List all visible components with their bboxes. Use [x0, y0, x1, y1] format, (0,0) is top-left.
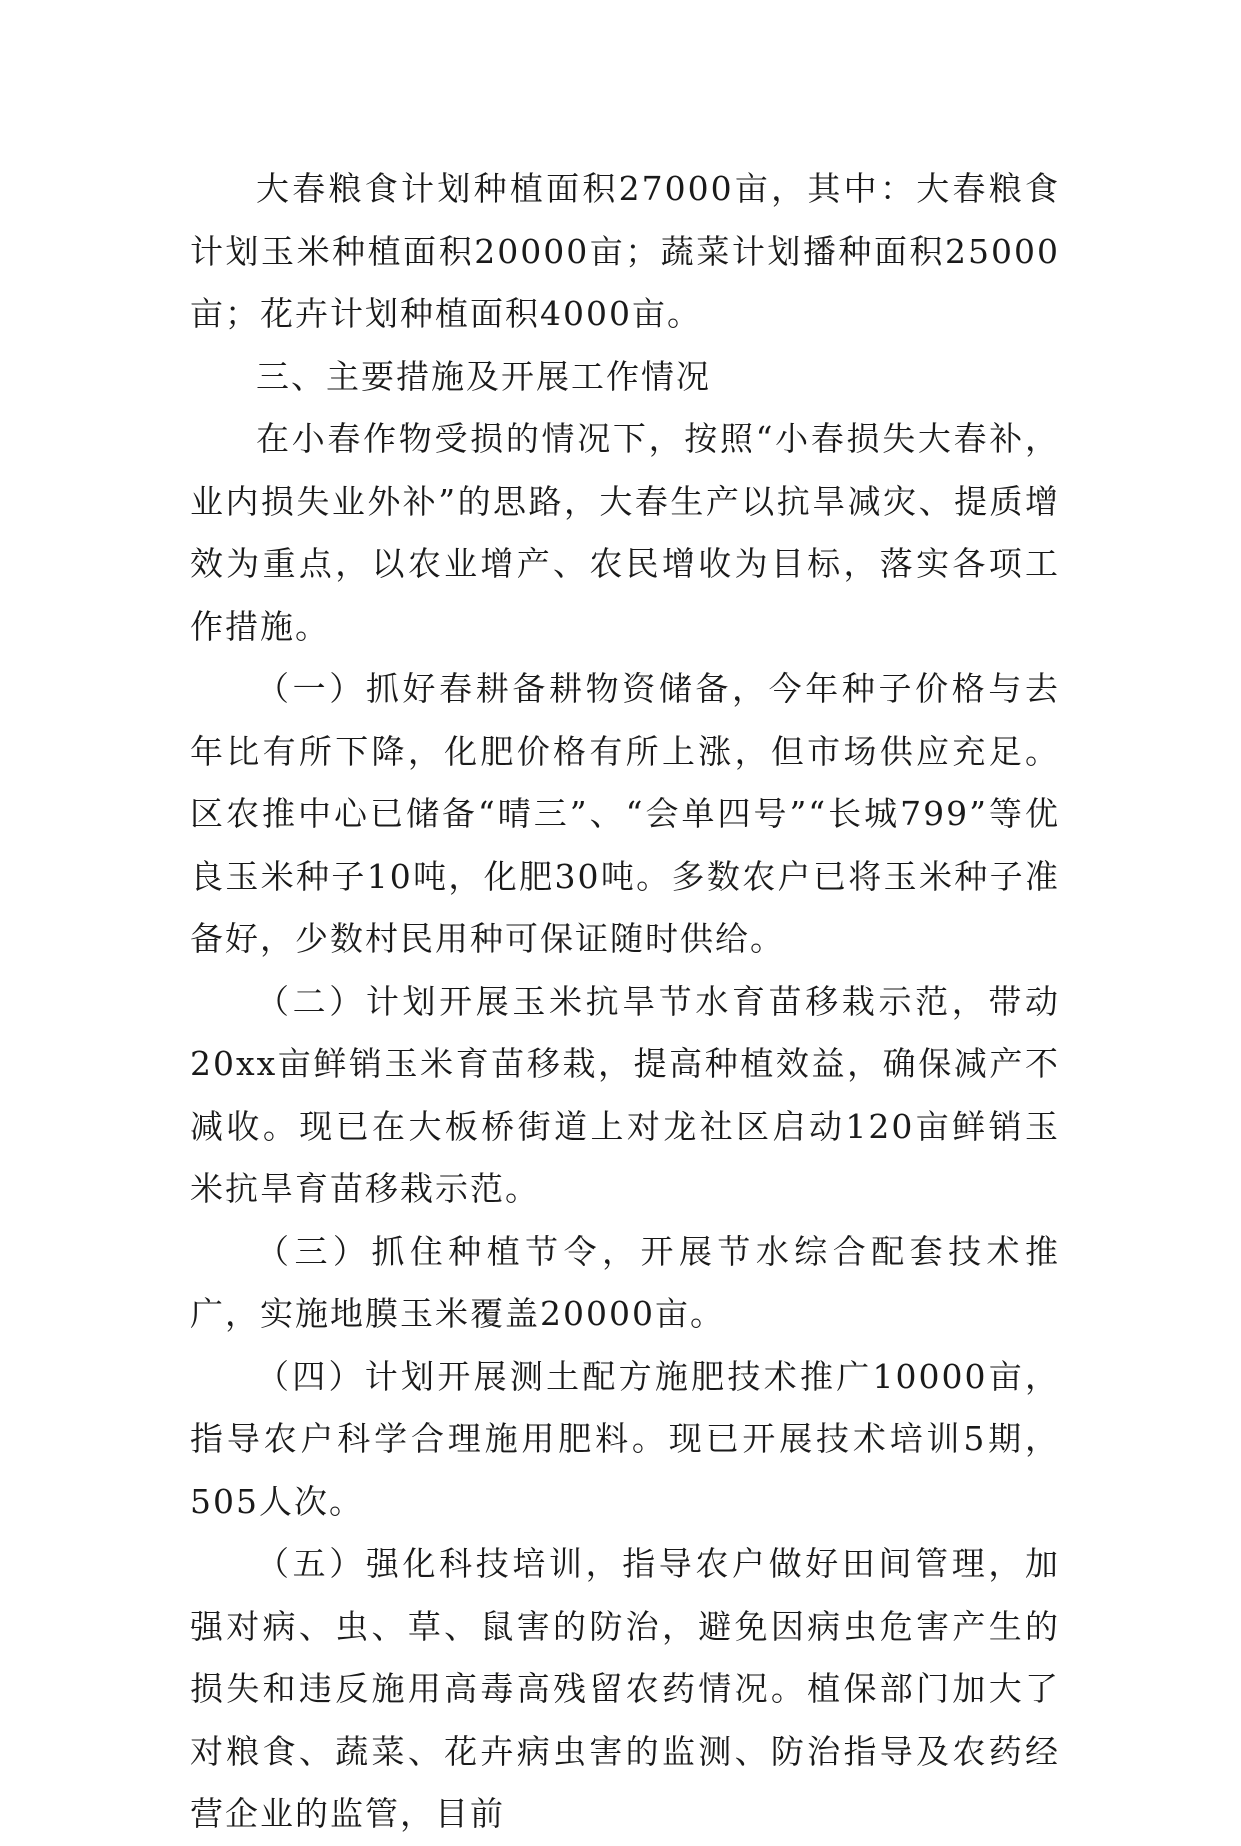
paragraph-item-2-transplant: （二）计划开展玉米抗旱节水育苗移栽示范，带动20xx亩鲜销玉米育苗移栽，提高种植效益，确保减产不减收。现已在大板桥街道上对龙社区启动120亩鲜销玉米抗旱育苗移栽示范。: [190, 981, 1060, 1208]
paragraph-planting-area: 大春粮食计划种植面积27000亩，其中：大春粮食计划玉米种植面积20000亩；蔬菜计划播种面积25000亩；花卉计划种植面积4000亩。: [190, 169, 1060, 333]
paragraph-item-1-supplies: （一）抓好春耕备耕物资储备，今年种子价格与去年比有所下降，化肥价格有所上涨，但市场供应充足。区农推中心已储备“晴三”、“会单四号”“长城799”等优良玉米种子10吨，化肥30吨。多数农户已将玉米种子准备好，少数村民用种可保证随时供给。: [190, 669, 1060, 958]
paragraph-item-5-training: （五）强化科技培训，指导农户做好田间管理，加强对病、虫、草、鼠害的防治，避免因病虫危害产生的损失和违反施用高毒高残留农药情况。植保部门加大了对粮食、蔬菜、花卉病虫害的监测、防治指导及农药经营企业的监管，目前: [190, 1544, 1060, 1833]
paragraph-item-3-water-saving: （三）抓住种植节令，开展节水综合配套技术推广，实施地膜玉米覆盖20000亩。: [190, 1231, 1060, 1333]
paragraph-strategy: 在小春作物受损的情况下，按照“小春损失大春补，业内损失业外补”的思路，大春生产以抗旱减灾、提质增效为重点，以农业增产、农民增收为目标，落实各项工作措施。: [190, 419, 1060, 646]
document-body: [190, 158, 1060, 1846]
section-heading-measures: 三、主要措施及开展工作情况: [256, 356, 711, 396]
paragraph-item-4-fertilizer: （四）计划开展测土配方施肥技术推广10000亩，指导农户科学合理施用肥料。现已开展技术培训5期，505人次。: [190, 1356, 1060, 1521]
